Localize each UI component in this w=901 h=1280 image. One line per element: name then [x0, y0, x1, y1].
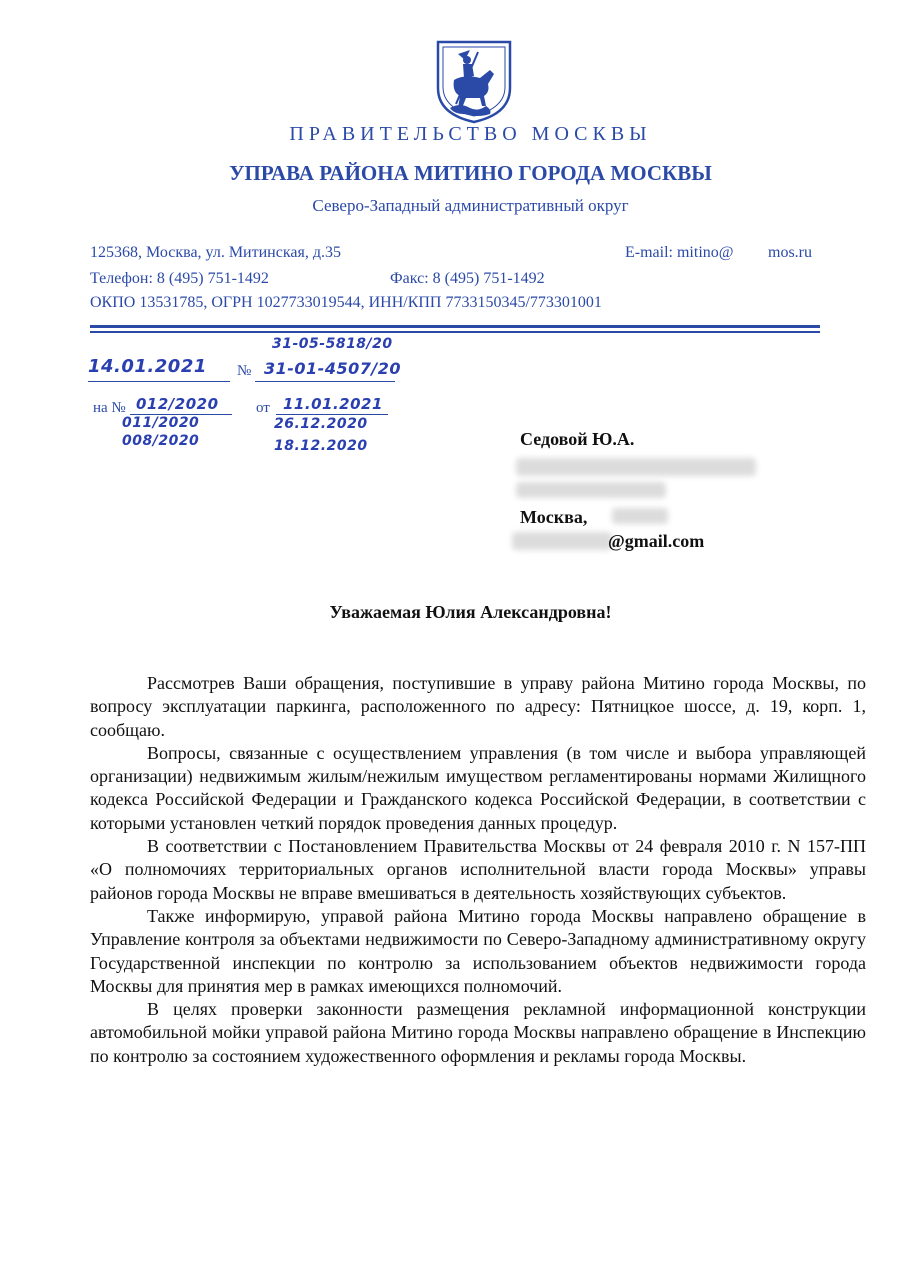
- redacted-address: [612, 508, 668, 524]
- reference-date: 26.12.2020: [274, 416, 368, 432]
- registration-codes: ОКПО 13531785, ОГРН 1027733019544, ИНН/КПП 7733150345/773301001: [90, 294, 602, 311]
- outgoing-number: 31-01-4507/20: [264, 359, 401, 378]
- phone: Телефон: 8 (495) 751-1492: [90, 270, 269, 287]
- paragraph: Также информирую, управой района Митино города Москвы направлено обращение в Управление контроля за объектами недвижимости по Северо-Западному административному округу Государственной инспекции по контролю за использованием объектов недвижимости города Москвы для принятия мер в рамках имеющихся полномочий.: [90, 905, 866, 996]
- reference-number: 011/2020: [122, 415, 200, 431]
- address: 125368, Москва, ул. Митинская, д.35: [90, 244, 341, 261]
- fax: Факс: 8 (495) 751-1492: [390, 270, 545, 287]
- redacted-address: [516, 458, 756, 476]
- redacted-email: [512, 532, 612, 550]
- header-divider-thin: [90, 331, 820, 333]
- district-name: Северо-Западный административный округ: [312, 196, 629, 215]
- from-underline: [276, 414, 388, 415]
- reference-label: на №: [93, 400, 126, 416]
- government-title: ПРАВИТЕЛЬСТВО МОСКВЫ: [289, 123, 652, 145]
- redacted-address: [516, 482, 666, 498]
- header-divider: [90, 325, 820, 328]
- number-underline: [255, 381, 395, 382]
- from-label: от: [256, 400, 270, 416]
- reference-number: 008/2020: [122, 433, 200, 449]
- paragraph: В соответствии с Постановлением Правительства Москвы от 24 февраля 2010 г. N 157-ПП «О полномочиях территориальных органов исполнительной власти города Москвы» управы районов города Москвы не вправе вмешиваться в деятельность хозяйствующих субъектов.: [90, 836, 866, 903]
- greeting: Уважаемая Юлия Александровна!: [329, 602, 612, 622]
- reference-number: 012/2020: [136, 395, 219, 413]
- number-label: №: [237, 363, 252, 379]
- reference-underline: [130, 414, 232, 415]
- recipient-city: Москва,: [520, 507, 588, 527]
- letter-body: [90, 672, 866, 1068]
- reference-date: 11.01.2021: [283, 395, 383, 413]
- paragraph: Рассмотрев Ваши обращения, поступившие в управу района Митино города Москвы, по вопросу эксплуатации паркинга, расположенного по адресу: Пятницкое шоссе, д. 19, корп. 1, сообщаю.: [90, 673, 866, 740]
- moscow-coat-of-arms-icon: [434, 40, 514, 124]
- email-domain: mos.ru: [768, 244, 812, 261]
- email-label: E-mail: mitino@: [625, 244, 734, 261]
- recipient-email: @gmail.com: [608, 531, 705, 551]
- recipient-name: Седовой Ю.А.: [520, 429, 635, 449]
- paragraph: Вопросы, связанные с осуществлением управления (в том числе и выбора управляющей организации) недвижимым жилым/нежилым имуществом регламентированы нормами Жилищного кодекса Российской Федерации и Гражданского кодекса Российской Федерации, в соответствии с которыми установлен четкий порядок проведения данных процедур.: [90, 742, 866, 833]
- date-underline: [88, 381, 230, 382]
- reference-date: 18.12.2020: [274, 438, 368, 454]
- organization-title: УПРАВА РАЙОНА МИТИНО ГОРОДА МОСКВЫ: [229, 161, 712, 185]
- paragraph: В целях проверки законности размещения рекламной информационной конструкции автомобильной мойки управой района Митино города Москвы направлено обращение в Инспекцию по контролю за состоянием художественного оформления и рекламы города Москвы.: [90, 999, 866, 1066]
- number-top: 31-05-5818/20: [272, 336, 393, 352]
- outgoing-date: 14.01.2021: [88, 356, 207, 377]
